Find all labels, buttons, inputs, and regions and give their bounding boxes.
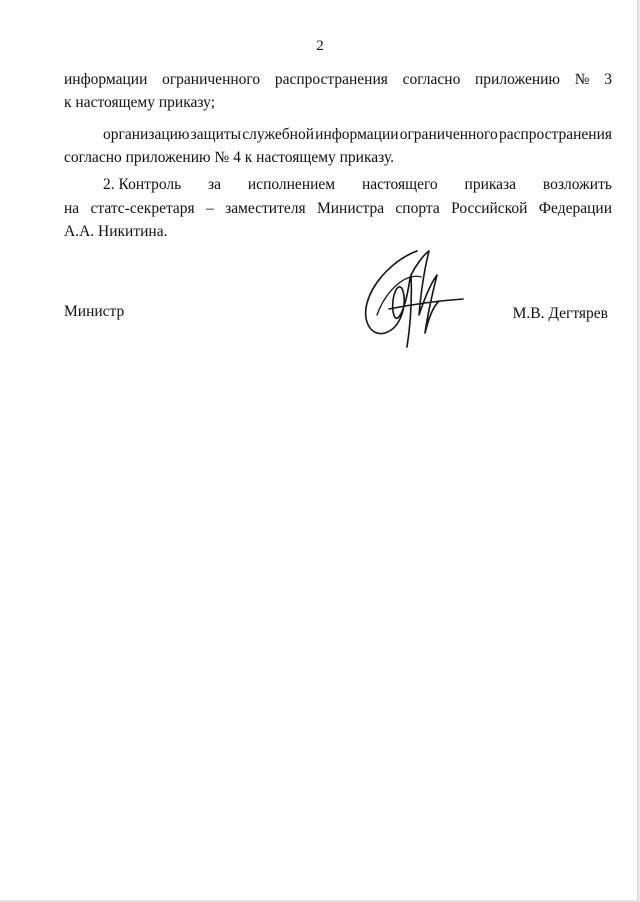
word: Российской (451, 200, 528, 217)
paragraph-3-line-3: А.А. Никитина. (64, 223, 168, 240)
word: статс-секретаря (90, 200, 195, 217)
paragraph-2-line-2: согласно приложению № 4 к настоящему приказу. (64, 149, 395, 166)
word: Министра (316, 200, 385, 217)
word: настоящего (361, 176, 438, 193)
word: приложению (475, 71, 561, 88)
word: 2. Контроль (103, 176, 182, 193)
word: согласно (402, 71, 461, 88)
paragraph-3-line-1 (103, 175, 612, 195)
word: ограниченного (162, 71, 261, 88)
word: спорта (395, 200, 440, 217)
word: – (206, 200, 214, 217)
word: ограниченного (399, 126, 498, 143)
word: 3 (604, 71, 612, 88)
word: защиты (190, 126, 242, 143)
word: за (208, 176, 222, 193)
paragraph-2-line-1 (103, 125, 612, 145)
word: приказа (464, 176, 517, 193)
word: информации (64, 71, 148, 88)
word: служебной (242, 126, 315, 143)
word: на (64, 200, 80, 217)
signatory-title: Министр (64, 303, 125, 320)
handwritten-signature (355, 245, 470, 355)
word: распространения (498, 126, 612, 143)
word: заместителя (225, 200, 306, 217)
paragraph-1-line-1 (64, 70, 612, 90)
word: информации (315, 126, 399, 143)
word: распространения (274, 71, 388, 88)
word: возложить (542, 176, 612, 193)
word: № (574, 71, 590, 88)
word: Федерации (538, 200, 612, 217)
page-number: 2 (316, 38, 324, 54)
word: организацию (103, 126, 190, 143)
paragraph-1-line-2: к настоящему приказу; (64, 94, 216, 111)
signatory-name: М.В. Дегтярев (512, 305, 608, 322)
word: исполнением (247, 176, 336, 193)
paragraph-3-line-2 (64, 199, 612, 219)
